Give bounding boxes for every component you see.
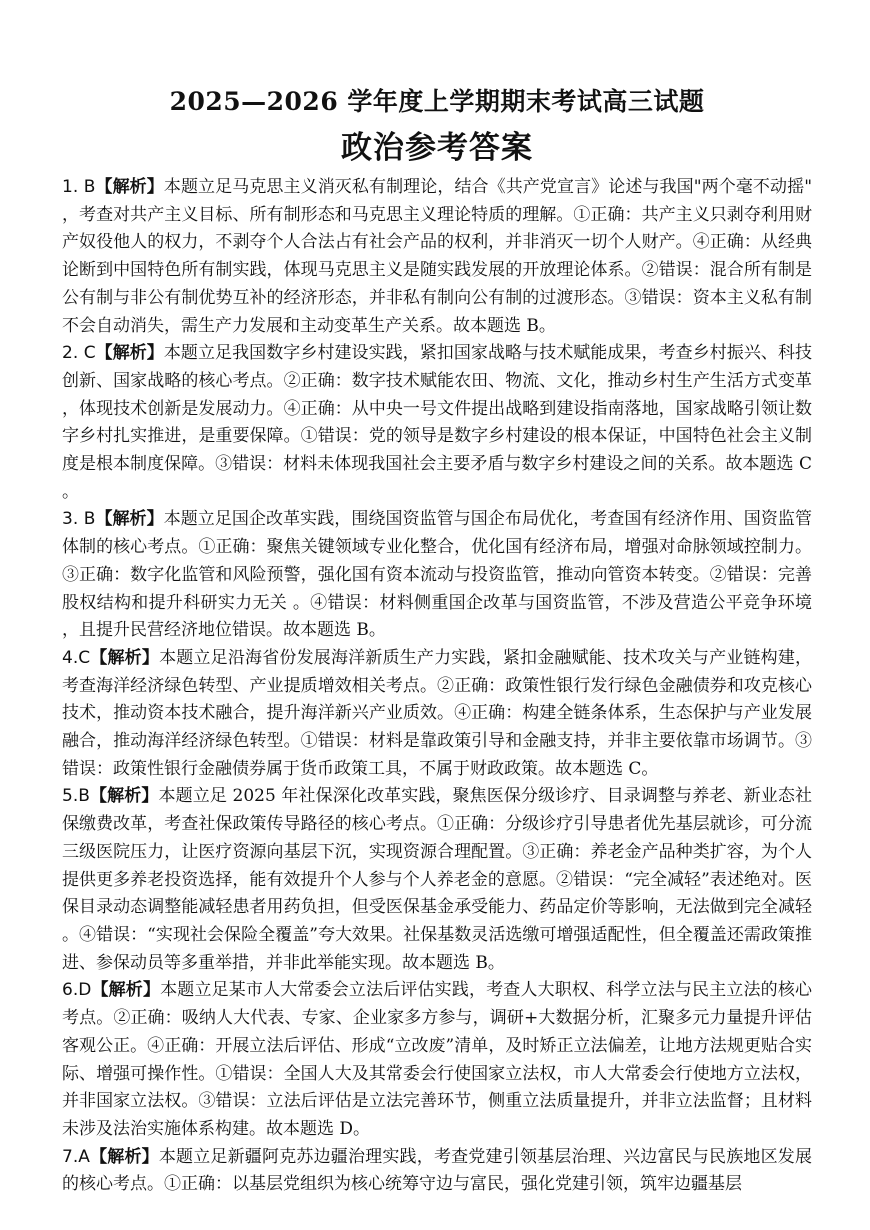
analysis-text: 本题立足 2025 年社保深化改革实践，聚焦医保分级诊疗、目录调整与养老、新业态社保缴费改革，考查社保政策传导路径的核心考点。①正确：分级诊疗引导患者优先基层就诊，可分流三级医院压力，让医疗资源向基层下沉，实现资源合理配置。③正确：养老金产品种类扩容，为个人提供更多养老投资选择，能有效提升个人参与个人养老金的意愿。②错误：“完全减轻”表述绝对。医保目录动态调整能减轻患者用药负担，但受医保基金承受能力、药品定价等影响，无法做到完全减轻。④错误：“实现社会保险全覆盖”夸大效果。社保基数灵活选缴可增强适配性，但全覆盖还需政策推进、参保动员等多重举措，并非此举能实现。故本题选 B。 [62,786,813,973]
answer-key-title: 政治参考答案 [341,130,533,166]
analysis-text: 本题立足沿海省份发展海洋新质生产力实践，紧扣金融赋能、技术攻关与产业链构建，考查海洋经济绿色转型、产业提质增效相关考点。②正确：政策性银行发行绿色金融债券和攻克核心技术，推动资本技术融合，提升海洋新兴产业质效。④正确：构建全链条体系，生态保护与产业发展融合，推动海洋经济绿色转型。①错误：材料是靠政策引导和金融支持，并非主要依靠市场调节。③错误：政策性银行金融债券属于货币政策工具，不属于财政政策。故本题选 C。 [62,647,813,779]
analysis-text: 本题立足某市人大常委会立法后评估实践，考查人大职权、科学立法与民主立法的核心考点。②正确：吸纳人大代表、专家、企业家多方参与，调研+大数据分析，汇聚多元力量提升评估客观公正。④正确：开展立法后评估、形成“立改废”清单，及时矫正立法偏差，让地方法规更贴合实际、增强可操作性。①错误：全国人大及其常委会行使国家立法权，市人大常委会行使地方立法权，并非国家立法权。③错误：立法后评估是立法完善环节，侧重立法质量提升，并非立法监督；且材料未涉及法治实施体系构建。故本题选 D。 [62,980,813,1139]
analysis-tag: 【解析】 [95,509,164,530]
answer-choice: D [78,980,92,1001]
question-number: 2. [62,343,79,364]
answer-choice: B [83,177,96,197]
answer-item-4 [62,645,812,784]
answer-sheet [62,84,812,1199]
answer-choice: C [78,647,91,668]
question-number: 5. [62,786,79,807]
answer-choice: B [78,786,90,807]
answer-list [62,174,812,1199]
answer-choice: A [78,1146,90,1167]
analysis-text: 本题立足马克思主义消灭私有制理论，结合《共产党宣言》论述与我国"两个毫不动摇"，考查对共产主义目标、所有制形态和马克思主义理论特质的理解。①正确：共产主义只剥夺利用财产奴役他人的权力，不剥夺个人合法占有社会产品的权利，并非消灭一切个人财产。④正确：从经典论断到中国特色所有制实践，体现马克思主义是随实践发展的开放理论体系。②错误：混合所有制是公有制与非公有制优势互补的经济形态，并非私有制向公有制的过渡形态。③错误：资本主义私有制不会自动消失，需生产力发展和主动变革生产关系。故本题选 B。 [62,177,813,336]
answer-item-3 [62,506,812,645]
analysis-tag: 【解析】 [90,647,160,668]
analysis-tag: 【解析】 [89,786,159,807]
analysis-tag: 【解析】 [91,980,161,1001]
question-number: 4. [62,647,79,668]
analysis-text: 本题立足我国数字乡村建设实践，紧扣国家战略与技术赋能成果，考查乡村振兴、科技创新、国家战略的核心考点。②正确：数字技术赋能农田、物流、文化，推动乡村生产生活方式变革，体现技术创新是发展动力。④正确：从中央一号文件提出战略到建设指南落地，国家战略引领让数字乡村扎实推进，是重要保障。①错误：党的领导是数字乡村建设的根本保证，中国特色社会主义制度是根本制度保障。③错误：材料未体现我国社会主要矛盾与数字乡村建设之间的关系。故本题选 C。 [62,343,813,502]
exam-title: 2025—2026 学年度上学期期末考试高三试题 [169,87,705,116]
question-number: 1. [62,177,79,197]
analysis-text: 本题立足国企改革实践，围绕国资监管与国企布局优化，考查国有经济作用、国资监管体制的核心考点。①正确：聚焦关键领域专业化整合，优化国有经济布局，增强对命脉领域控制力。③正确：数字化监管和风险预警，强化国有资本流动与投资监管，推动向管资本转变。②错误：完善股权结构和提升科研实力无关 。④错误：材料侧重国企改革与国资监管，不涉及营造公平竞争环境，且提升民营经济地位错误。故本题选 B。 [62,509,812,641]
analysis-text: 本题立足新疆阿克苏边疆治理实践，考查党建引领基层治理、兴边富民与民族地区发展的核心考点。①正确：以基层党组织为核心统筹守边与富民，强化党建引领，筑牢边疆基层 [62,1146,812,1195]
analysis-tag: 【解析】 [89,1146,159,1167]
answer-choice: C [83,343,96,364]
answer-item-2 [62,340,812,506]
analysis-tag: 【解析】 [95,177,164,197]
question-number: 6. [62,980,79,1001]
analysis-tag: 【解析】 [95,343,164,364]
answer-choice: B [83,509,96,530]
question-number: 3. [62,509,79,530]
answer-item-5 [62,783,812,977]
answer-item-1 [62,174,812,340]
answer-item-6 [62,977,812,1143]
answer-item-7 [62,1144,812,1199]
question-number: 7. [62,1146,79,1167]
